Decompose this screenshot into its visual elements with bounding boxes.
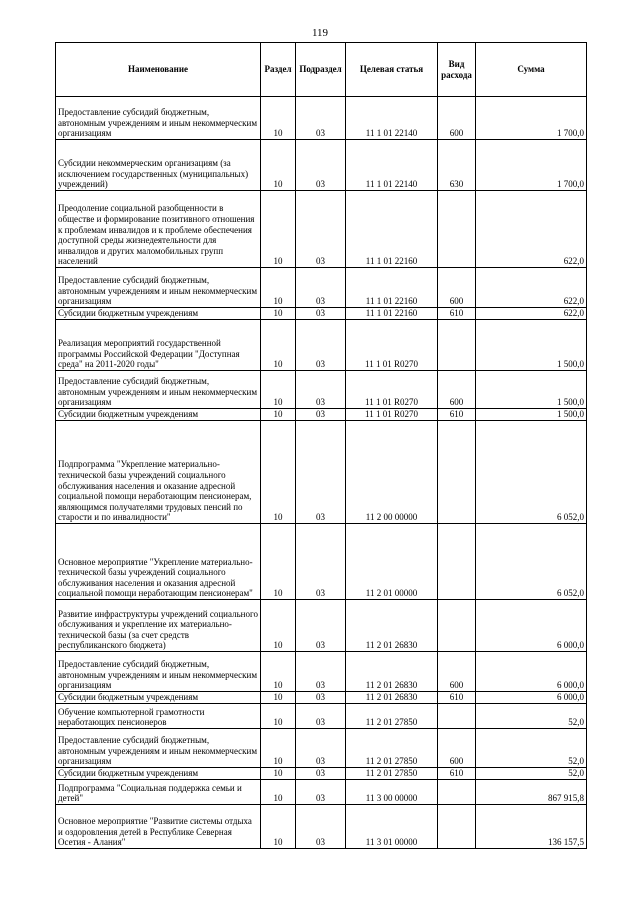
row-subsection: 03: [296, 308, 346, 320]
row-subsection: 03: [296, 320, 346, 371]
row-name: Предоставление субсидий бюджетным, автономным учреждениям и иным некоммерческим организациям: [56, 729, 261, 768]
row-name: Субсидии некоммерческим организациям (за исключением государственных (муниципальных) учреждений): [56, 140, 261, 191]
header-subsection: Подраздел: [296, 43, 346, 97]
table-row: [56, 704, 587, 729]
header-kind: Вид расхода: [438, 43, 476, 97]
row-kind: 600: [438, 97, 476, 140]
row-kind: 610: [438, 409, 476, 421]
table-row: [56, 692, 587, 704]
table-row: [56, 140, 587, 191]
row-target: 11 1 01 R0270: [346, 371, 438, 409]
row-target: 11 1 01 22160: [346, 308, 438, 320]
table-row: [56, 600, 587, 652]
row-target: 11 1 01 22160: [346, 191, 438, 268]
row-sum: 1 700,0: [476, 97, 587, 140]
row-kind: 630: [438, 140, 476, 191]
row-target: 11 2 01 27850: [346, 729, 438, 768]
row-sum: 1 500,0: [476, 320, 587, 371]
row-kind: [438, 780, 476, 805]
table-row: [56, 768, 587, 780]
row-target: 11 1 01 R0270: [346, 320, 438, 371]
row-name: Основное мероприятие "Развитие системы отдыха и оздоровления детей в Республике Северная Осетия - Алания": [56, 805, 261, 849]
row-sum: 52,0: [476, 768, 587, 780]
row-kind: 610: [438, 308, 476, 320]
row-sum: 6 052,0: [476, 421, 587, 524]
row-section: 10: [261, 320, 296, 371]
row-section: 10: [261, 805, 296, 849]
page-number: 119: [311, 27, 329, 39]
table-row: [56, 320, 587, 371]
table-row: [56, 409, 587, 421]
row-subsection: 03: [296, 524, 346, 600]
row-target: 11 2 01 26830: [346, 600, 438, 652]
row-sum: 6 052,0: [476, 524, 587, 600]
row-section: 10: [261, 268, 296, 308]
row-section: 10: [261, 652, 296, 692]
row-sum: 867 915,8: [476, 780, 587, 805]
row-target: 11 2 01 27850: [346, 768, 438, 780]
table-row: [56, 780, 587, 805]
row-sum: 1 500,0: [476, 409, 587, 421]
row-subsection: 03: [296, 371, 346, 409]
row-target: 11 2 00 00000: [346, 421, 438, 524]
row-name: Развитие инфраструктуры учреждений социального обслуживания и укрепление их материально-технической базы (за счет средств республиканского бюджета): [56, 600, 261, 652]
row-kind: [438, 524, 476, 600]
table-row: [56, 421, 587, 524]
row-section: 10: [261, 409, 296, 421]
row-name: Предоставление субсидий бюджетным, автономным учреждениям и иным некоммерческим организациям: [56, 371, 261, 409]
row-name: Субсидии бюджетным учреждениям: [56, 768, 261, 780]
header-sum: Сумма: [476, 43, 587, 97]
row-name: Предоставление субсидий бюджетным, автономным учреждениям и иным некоммерческим организациям: [56, 97, 261, 140]
row-name: Предоставление субсидий бюджетным, автономным учреждениям и иным некоммерческим организациям: [56, 652, 261, 692]
table-row: [56, 268, 587, 308]
row-subsection: 03: [296, 600, 346, 652]
row-kind: 610: [438, 692, 476, 704]
row-subsection: 03: [296, 409, 346, 421]
table-row: [56, 729, 587, 768]
row-section: 10: [261, 692, 296, 704]
row-section: 10: [261, 421, 296, 524]
row-kind: [438, 600, 476, 652]
row-sum: 52,0: [476, 704, 587, 729]
row-section: 10: [261, 140, 296, 191]
row-sum: 1 500,0: [476, 371, 587, 409]
row-section: 10: [261, 191, 296, 268]
row-name: Основное мероприятие "Укрепление материально-технической базы учреждений социального обслуживания населения и оказания адресной социальной помощи неработающим пенсионерам": [56, 524, 261, 600]
table-row: [56, 191, 587, 268]
row-target: 11 2 01 26830: [346, 652, 438, 692]
table-row: [56, 524, 587, 600]
row-kind: [438, 805, 476, 849]
row-name: Преодоление социальной разобщенности в обществе и формирование позитивного отношения к проблемам инвалидов и к проблеме обеспечения доступной среды жизнедеятельности для инвалидов и других маломобильных групп населений: [56, 191, 261, 268]
row-subsection: 03: [296, 704, 346, 729]
row-section: 10: [261, 768, 296, 780]
budget-table: [55, 42, 587, 849]
row-section: 10: [261, 600, 296, 652]
row-section: 10: [261, 308, 296, 320]
row-name: Предоставление субсидий бюджетным, автономным учреждениям и иным некоммерческим организациям: [56, 268, 261, 308]
row-name: Субсидии бюджетным учреждениям: [56, 409, 261, 421]
row-subsection: 03: [296, 191, 346, 268]
table-row: [56, 308, 587, 320]
row-section: 10: [261, 704, 296, 729]
row-sum: 52,0: [476, 729, 587, 768]
row-subsection: 03: [296, 421, 346, 524]
row-sum: 6 000,0: [476, 692, 587, 704]
row-section: 10: [261, 371, 296, 409]
row-subsection: 03: [296, 97, 346, 140]
row-name: Субсидии бюджетным учреждениям: [56, 692, 261, 704]
row-kind: [438, 320, 476, 371]
row-subsection: 03: [296, 780, 346, 805]
row-name: Обучение компьютерной грамотности неработающих пенсионеров: [56, 704, 261, 729]
row-target: 11 1 01 R0270: [346, 409, 438, 421]
row-subsection: 03: [296, 805, 346, 849]
row-kind: 600: [438, 652, 476, 692]
row-kind: 600: [438, 371, 476, 409]
row-section: 10: [261, 524, 296, 600]
row-target: 11 1 01 22140: [346, 140, 438, 191]
row-subsection: 03: [296, 652, 346, 692]
row-section: 10: [261, 729, 296, 768]
table-header-row: [56, 43, 587, 97]
header-section: Раздел: [261, 43, 296, 97]
row-kind: [438, 421, 476, 524]
row-kind: [438, 191, 476, 268]
row-name: Субсидии бюджетным учреждениям: [56, 308, 261, 320]
row-sum: 622,0: [476, 308, 587, 320]
row-target: 11 2 01 00000: [346, 524, 438, 600]
row-name: Подпрограмма "Укрепление материально-технической базы учреждений социального обслуживания населения и оказание адресной социальной помощи неработающим пенсионерам, являющимся получателями трудовых пенсий по старости и по инвалидности": [56, 421, 261, 524]
row-subsection: 03: [296, 140, 346, 191]
row-sum: 622,0: [476, 191, 587, 268]
row-name: Подпрограмма "Социальная поддержка семьи и детей": [56, 780, 261, 805]
row-kind: [438, 704, 476, 729]
row-sum: 6 000,0: [476, 652, 587, 692]
table-row: [56, 97, 587, 140]
row-name: Реализация мероприятий государственной программы Российской Федерации "Доступная среда" на 2011-2020 годы": [56, 320, 261, 371]
row-section: 10: [261, 780, 296, 805]
row-target: 11 2 01 26830: [346, 692, 438, 704]
row-kind: 610: [438, 768, 476, 780]
row-sum: 1 700,0: [476, 140, 587, 191]
row-kind: 600: [438, 729, 476, 768]
row-section: 10: [261, 97, 296, 140]
row-kind: 600: [438, 268, 476, 308]
row-subsection: 03: [296, 768, 346, 780]
row-subsection: 03: [296, 729, 346, 768]
table-row: [56, 805, 587, 849]
table-row: [56, 371, 587, 409]
header-target: Целевая статья: [346, 43, 438, 97]
header-name: Наименование: [56, 43, 261, 97]
row-subsection: 03: [296, 692, 346, 704]
row-subsection: 03: [296, 268, 346, 308]
row-target: 11 1 01 22160: [346, 268, 438, 308]
row-sum: 6 000,0: [476, 600, 587, 652]
row-target: 11 2 01 27850: [346, 704, 438, 729]
row-sum: 136 157,5: [476, 805, 587, 849]
row-target: 11 3 00 00000: [346, 780, 438, 805]
row-sum: 622,0: [476, 268, 587, 308]
row-target: 11 1 01 22140: [346, 97, 438, 140]
row-target: 11 3 01 00000: [346, 805, 438, 849]
table-row: [56, 652, 587, 692]
